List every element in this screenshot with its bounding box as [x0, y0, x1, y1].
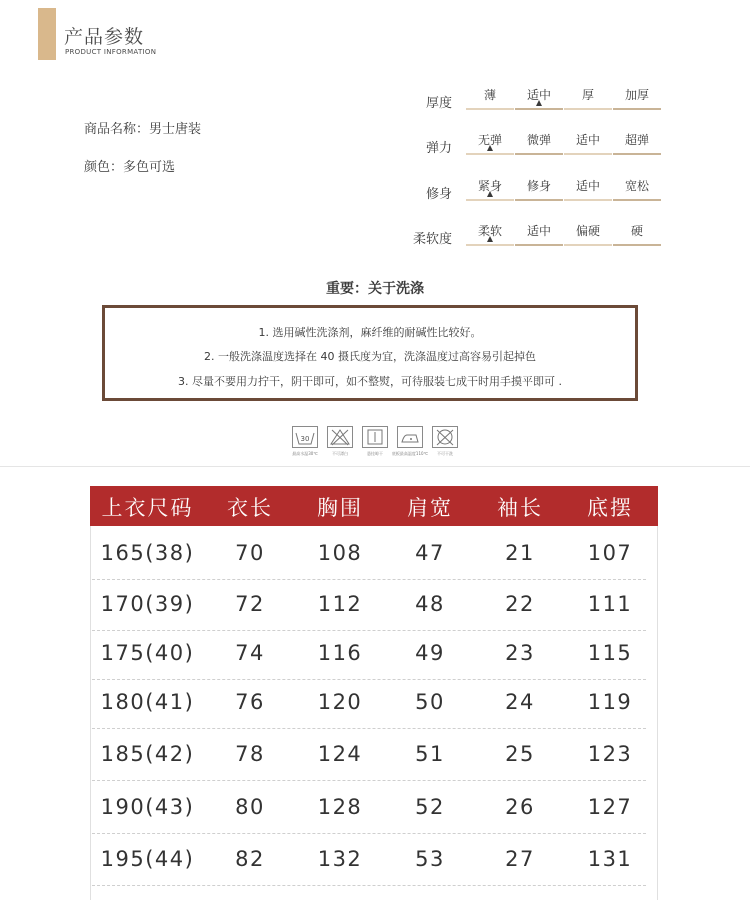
measure-cell: 78 [235, 742, 265, 766]
measure-cell: 24 [505, 690, 535, 714]
measure-cell: 23 [505, 641, 535, 665]
param-option: 无弹 [477, 133, 502, 147]
param-option: 紧身 [477, 179, 502, 193]
header-cell-length: 衣长 [227, 496, 273, 520]
param-option: 宽松 [624, 179, 649, 193]
param-option: 厚 [581, 88, 594, 102]
measure-cell: 107 [587, 541, 633, 565]
table-right-rule [657, 526, 658, 900]
header-accent-bar [38, 8, 56, 60]
param-scale-segment [466, 244, 514, 246]
hang-dry-icon [362, 426, 388, 448]
measure-cell: 108 [317, 541, 363, 565]
size-cell: 175(40) [100, 641, 195, 665]
param-scale-segment [515, 199, 563, 201]
care-icon-label: 最高水温30℃ [292, 451, 318, 456]
param-scale-segment [466, 199, 514, 201]
param-scale-segment [613, 108, 661, 110]
param-option: 适中 [575, 179, 600, 193]
header-cell-size: 上衣尺码 [101, 496, 194, 520]
header-cell-hem: 底摆 [587, 496, 633, 520]
param-scale-segment [564, 244, 612, 246]
param-scale-segment [466, 153, 514, 155]
measure-cell: 119 [587, 690, 633, 714]
table-row-separator [92, 833, 646, 834]
table-row-separator [92, 780, 646, 781]
measure-cell: 124 [317, 742, 363, 766]
measure-cell: 131 [587, 847, 633, 871]
param-selected-marker [487, 145, 493, 151]
measure-cell: 128 [317, 795, 363, 819]
no-dryclean-icon [432, 426, 458, 448]
measure-cell: 49 [415, 641, 445, 665]
measure-cell: 50 [415, 690, 445, 714]
param-option: 偏硬 [575, 224, 600, 238]
measure-cell: 112 [317, 592, 363, 616]
param-option: 适中 [526, 224, 551, 238]
iron-low-icon [397, 426, 423, 448]
wash-temp-text: 30 [300, 435, 310, 443]
wash-title: 重要：关于洗涤 [326, 281, 424, 297]
param-scale-segment [613, 199, 661, 201]
measure-cell: 115 [587, 641, 633, 665]
header-cell-chest: 胸围 [317, 496, 363, 520]
measure-cell: 123 [587, 742, 633, 766]
table-row-separator [92, 630, 646, 631]
size-cell: 195(44) [100, 847, 195, 871]
param-option: 柔软 [477, 224, 502, 238]
section-title: 产品参数 [64, 26, 145, 48]
measure-cell: 76 [235, 690, 265, 714]
param-option: 适中 [575, 133, 600, 147]
param-scale-segment [613, 153, 661, 155]
param-selected-marker [487, 191, 493, 197]
size-cell: 185(42) [100, 742, 195, 766]
care-icon-label: 悬挂晾干 [367, 451, 383, 456]
measure-cell: 120 [317, 690, 363, 714]
no-bleach-icon [327, 426, 353, 448]
param-scale-segment [466, 108, 514, 110]
measure-cell: 74 [235, 641, 265, 665]
measure-cell: 111 [587, 592, 633, 616]
measure-cell: 72 [235, 592, 265, 616]
param-option: 硬 [630, 224, 643, 238]
table-row-separator [92, 679, 646, 680]
param-scale-segment [515, 108, 563, 110]
wash-line-3: 3. 尽量不要用力拧干，阴干即可，如不整熨，可待服装七成干时用手摸平即可 . [178, 375, 562, 388]
param-option: 微弹 [526, 133, 551, 147]
measure-cell: 48 [415, 592, 445, 616]
measure-cell: 51 [415, 742, 445, 766]
wash-line-2: 2. 一般洗涤温度选择在 40 摄氏度为宜，洗涤温度过高容易引起掉色 [204, 350, 536, 363]
header-cell-shoulder: 肩宽 [407, 496, 453, 520]
section-subtitle: PRODUCT INFORMATION [65, 48, 157, 56]
care-icon-label: 不可漂白 [332, 451, 348, 456]
wash-30-icon [292, 426, 318, 448]
measure-cell: 25 [505, 742, 535, 766]
measure-cell: 80 [235, 795, 265, 819]
param-label: 弹力 [425, 141, 452, 156]
measure-cell: 47 [415, 541, 445, 565]
measure-cell: 70 [235, 541, 265, 565]
param-option: 加厚 [624, 88, 649, 102]
care-icon-label: 不可干洗 [437, 451, 453, 456]
param-scale-segment [613, 244, 661, 246]
measure-cell: 132 [317, 847, 363, 871]
param-scale-segment [564, 108, 612, 110]
param-selected-marker [536, 100, 542, 106]
size-cell: 170(39) [100, 592, 195, 616]
product-color: 颜色：多色可选 [84, 160, 176, 175]
wash-line-1: 1. 选用碱性洗涤剂，麻纤维的耐碱性比较好。 [258, 326, 482, 339]
param-option: 适中 [526, 88, 551, 102]
param-scale-segment [564, 199, 612, 201]
section-divider [0, 466, 750, 467]
care-icon-label: 底板最高温度110℃ [391, 451, 429, 456]
size-cell: 190(43) [100, 795, 195, 819]
measure-cell: 116 [317, 641, 363, 665]
param-option: 修身 [526, 179, 551, 193]
measure-cell: 26 [505, 795, 535, 819]
param-scale-segment [564, 153, 612, 155]
measure-cell: 22 [505, 592, 535, 616]
measure-cell: 21 [505, 541, 535, 565]
param-scale-segment [515, 153, 563, 155]
product-name: 商品名称：男士唐装 [84, 122, 202, 137]
param-label: 厚度 [425, 96, 452, 111]
measure-cell: 127 [587, 795, 633, 819]
measure-cell: 52 [415, 795, 445, 819]
header-cell-sleeve: 袖长 [497, 496, 543, 520]
measure-cell: 53 [415, 847, 445, 871]
size-cell: 180(41) [100, 690, 195, 714]
measure-cell: 82 [235, 847, 265, 871]
measure-cell: 27 [505, 847, 535, 871]
param-option: 超弹 [624, 133, 649, 147]
param-option: 薄 [483, 88, 496, 102]
param-scale-segment [515, 244, 563, 246]
param-selected-marker [487, 236, 493, 242]
table-row-separator [92, 728, 646, 729]
param-label: 柔软度 [412, 232, 452, 247]
size-cell: 165(38) [100, 541, 195, 565]
table-row-separator [92, 885, 646, 886]
table-row-separator [92, 579, 646, 580]
param-label: 修身 [425, 187, 452, 202]
